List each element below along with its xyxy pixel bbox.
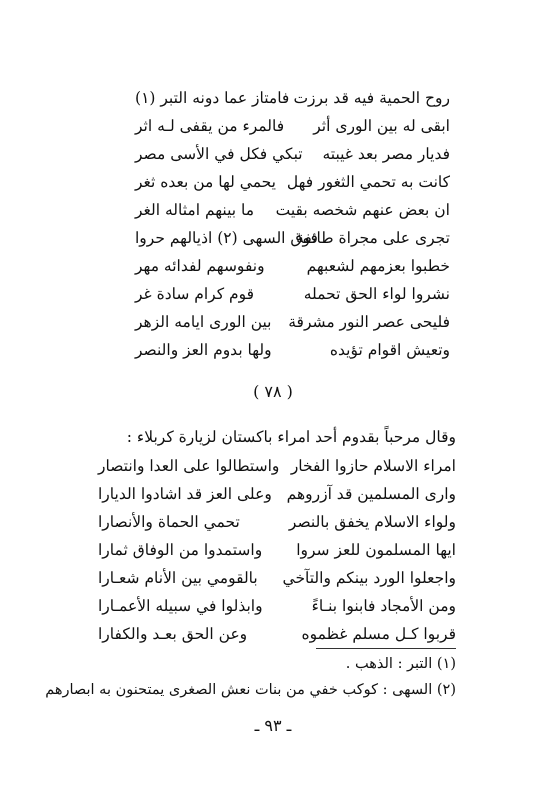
poem2-line-4-left: واستمدوا من الوفاق ثمارا xyxy=(98,541,263,559)
footnote-divider xyxy=(316,648,456,649)
poem1-line-7-right: خطبوا بعزمهم لشعبهم xyxy=(306,257,450,275)
poem1-line-9-left: بين الورى ايامه الزهر xyxy=(135,313,272,331)
poem2-line-3-right: ولواء الاسلام يخفق بالنصر xyxy=(288,513,456,531)
poem1-line-6-left: فوق السهى (٢) اذيالهم حروا xyxy=(135,229,318,247)
poem1-line-4-right: كانت به تحمي الثغور فهل xyxy=(286,173,450,191)
poem2-line-6-left: وابذلوا في سبيله الأعمـارا xyxy=(98,597,263,615)
poem2-line-4-right: ايها المسلمون للعز سروا xyxy=(296,541,456,559)
poem1-line-3-right: فديار مصر بعد غيبته xyxy=(322,145,450,163)
poem1-line-8-right: نشروا لواء الحق تحمله xyxy=(303,285,450,303)
poem1-line-6-right: تجرى على مجراة طائفة xyxy=(296,229,450,247)
footnote-2: (٢) السهى : كوكب خفي من بنات نعش الصغرى يمتحنون به ابصارهم xyxy=(45,682,456,698)
poem1-line-5-right: ان بعض عنهم شخصه بقيت xyxy=(275,201,450,219)
poem1-line-2-left: فالمرء من يقفى لـه اثر xyxy=(135,117,285,135)
poem2-line-7-left: وعن الحق بعـد والكفارا xyxy=(98,625,248,643)
page-number: ـ ٩٣ ـ xyxy=(254,716,292,735)
poem1-line-1-left: فامتاز عما دونه التبر (١) xyxy=(135,89,290,107)
poem1-line-7-left: ونفوسهم لفدائه مهر xyxy=(135,257,265,275)
poem1-line-9-right: فليحى عصر النور مشرقة xyxy=(288,313,450,331)
poem1-line-8-left: قوم كرام سادة غر xyxy=(135,285,255,303)
poem2-line-3-left: تحمي الحماة والأنصارا xyxy=(98,513,240,531)
poem2-line-6-right: ومن الأمجاد فابنوا بنـاءً xyxy=(311,597,456,615)
poem2-line-5-left: بالقومي بين الأنام شعـارا xyxy=(98,569,258,587)
poem1-line-10-left: ولها بدوم العز والنصر xyxy=(135,341,272,359)
section-number: ( ٧٨ ) xyxy=(253,382,293,401)
poem1-line-5-left: ما بينهم امثاله الغر xyxy=(135,201,255,219)
poem1-line-1-right: روح الحمية فيه قد برزت xyxy=(293,89,450,107)
poem2-line-7-right: قربوا كـل مسلم غظموه xyxy=(301,625,456,643)
poem1-line-4-left: يحمي لها من بعده ثغر xyxy=(135,173,276,191)
poem-intro: وقال مرحباً بقدوم أحد امراء باكستان لزيارة كربلاء : xyxy=(126,428,456,446)
poem2-line-2-left: وعلى العز قد اشادوا الديارا xyxy=(98,485,272,503)
poem2-line-5-right: واجعلوا الورد بينكم والتآخي xyxy=(282,569,456,587)
poem1-line-2-right: ابقى له بين الورى أثر xyxy=(313,117,450,135)
poem2-line-2-right: وارى المسلمين قد آزروهم xyxy=(286,485,456,503)
poem1-line-10-right: وتعيش اقوام تؤيده xyxy=(329,341,450,359)
poem1-line-3-left: تبكي فكل في الأسى مصر xyxy=(135,145,303,163)
poem2-line-1-right: امراء الاسلام حازوا الفخار xyxy=(290,457,456,475)
poem2-line-1-left: واستطالوا على العدا وانتصار xyxy=(98,457,280,475)
footnote-1: (١) التبر : الذهب . xyxy=(345,656,456,672)
